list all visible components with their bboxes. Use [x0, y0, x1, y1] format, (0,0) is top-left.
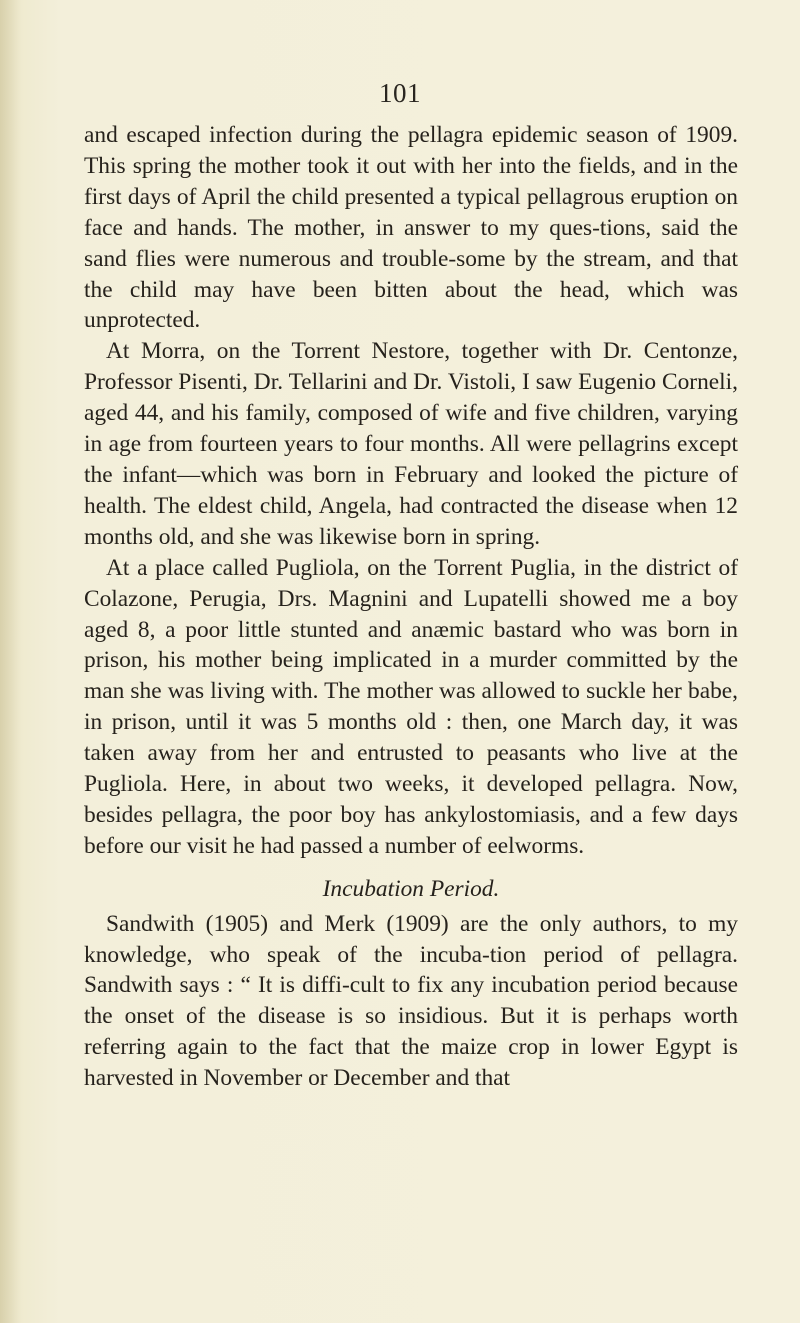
paragraph-1: and escaped infection during the pellagra epidemic season of 1909. This spring the mother took it out with her into the fields, and in the first days of April the child presented a typical pellagrous eruption on face and hands. The mother, in answer to my ques-tions, said the sand flies were numerous and trouble-some by the stream, and that the child may have been bitten about the head, which was unprotected. [84, 122, 738, 334]
section-heading: Incubation Period. [322, 875, 500, 902]
paragraph-3: At a place called Pugliola, on the Torrent Puglia, in the district of Colazone, Perugia, Drs. Magnini and Lupatelli showed me a boy aged 8, a poor little stunted and anæmic bastard who was born in prison, his mother being implicated in a murder committed by the man she was living with. The mother was allowed to suckle her babe, in prison, until it was 5 months old : then, one March day, it was taken away from her and entrusted to peasants who live at the Pugliola. Here, in about two weeks, it developed pellagra. Now, besides pellagra, the poor boy has ankylostomiasis, and a few days before our visit he had passed a number of eelworms. [84, 554, 738, 859]
paragraph-4: Sandwith (1905) and Merk (1909) are the only authors, to my knowledge, who speak of the incuba-tion period of pellagra. Sandwith says : “ It is diffi-cult to fix any incubation period because the onset of the disease is so insidious. But it is perhaps worth referring again to the fact that the maize crop in lower Egypt is harvested in November or December and that [84, 910, 738, 1092]
body-text [84, 120, 738, 1094]
paragraph-2: At Morra, on the Torrent Nestore, together with Dr. Centonze, Professor Pisenti, Dr. Tellarini and Dr. Vistoli, I saw Eugenio Corneli, aged 44, and his family, composed of wife and five children, varying in age from fourteen years to four months. All were pellagrins except the infant—which was born in February and looked the picture of health. The eldest child, Angela, had contracted the disease when 12 months old, and she was likewise born in spring. [84, 338, 738, 550]
page-gutter-shadow [0, 0, 22, 1323]
page-number: 101 [379, 78, 421, 108]
